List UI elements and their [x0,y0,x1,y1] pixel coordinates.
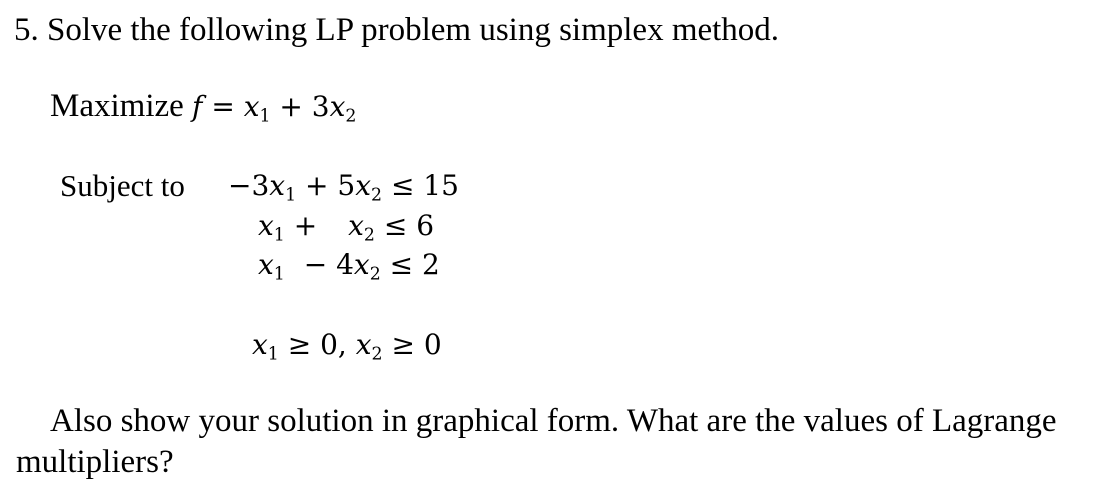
instruction-line-2: multipliers? [16,444,174,480]
subject-to-label: Subject to [60,168,185,203]
constraint-3: $x_1 - 4x_2 \le 2$ [258,248,440,285]
objective-lead: Maximize [50,88,184,124]
constraint-2: $x_1 + x_2 \le 6$ [258,209,435,246]
question-title: 5. Solve the following LP problem using simplex method. [14,12,780,48]
objective-function [50,90,356,126]
instruction-line-1: Also show your solution in graphical form. What are the values of Lagrange [50,403,1057,439]
non-negativity-constraint: $x_1 \ge 0$, $x_2 \ge 0$ [252,328,442,365]
objective-expression: $f = x_1 + 3x_2$ [192,90,357,127]
constraint-1: $-3x_1 + 5x_2 \le 15$ [228,169,459,206]
